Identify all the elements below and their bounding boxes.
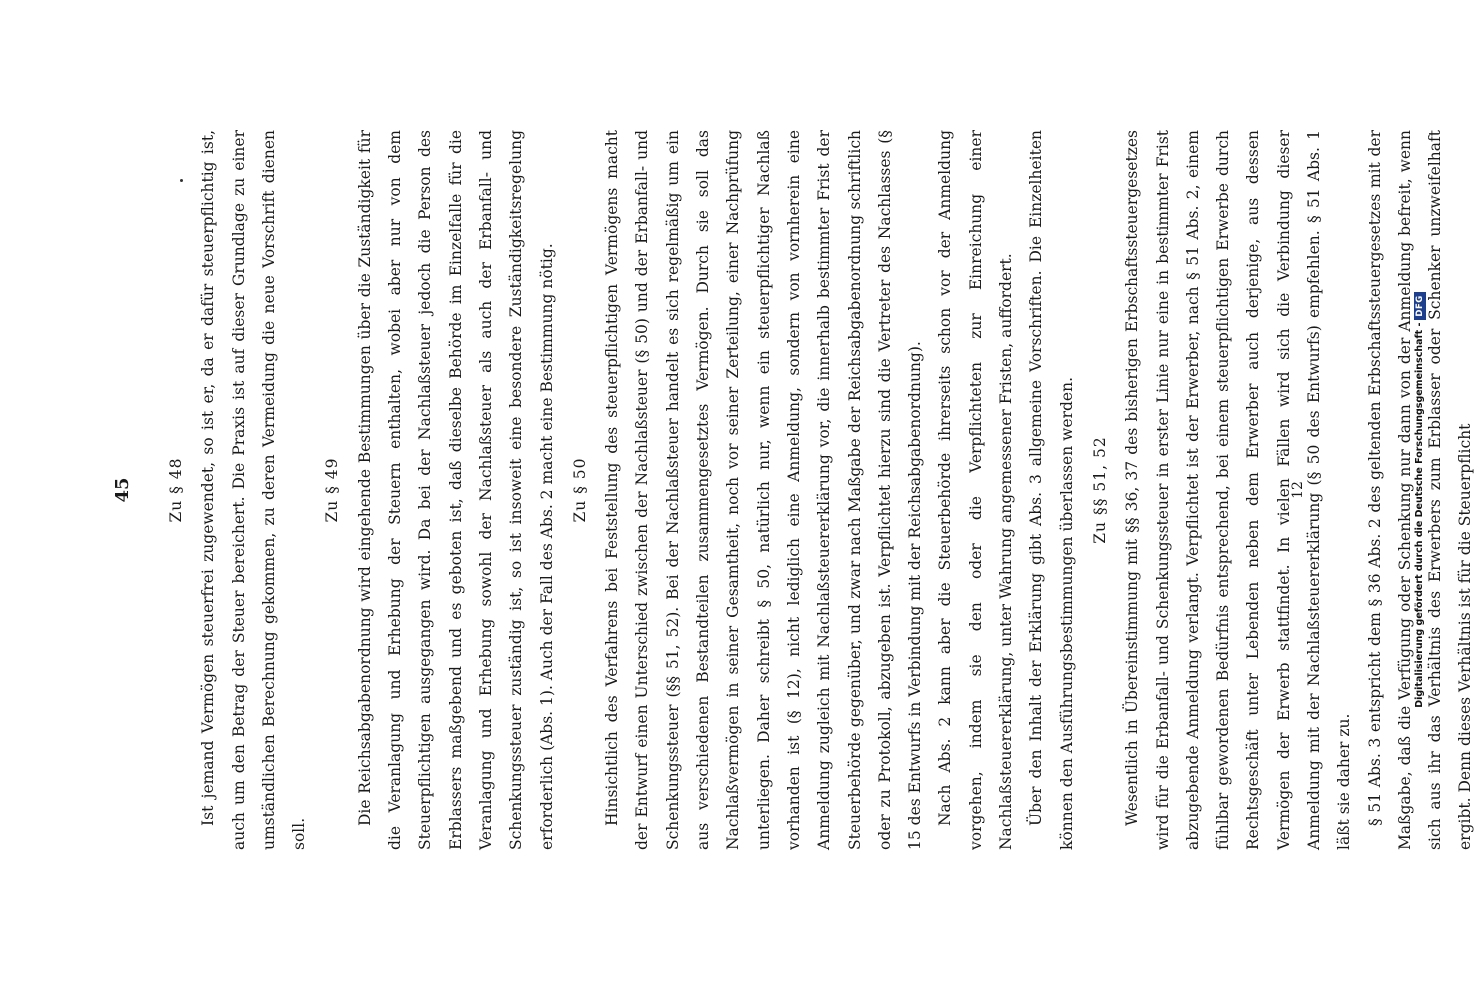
section-heading-48: Zu § 48	[167, 457, 185, 523]
digitization-credit	[1414, 0, 1426, 1000]
page-number: 45	[112, 477, 133, 503]
section-heading-50: Zu § 50	[570, 457, 589, 523]
section-48-paragraph-1: Ist jemand Vermögen steuerfrei zugewendet, so ist er, da er dafür steuerpflichtig ist, auch um den Betrag der Steuer bereichert. Die Praxis ist auf dieser Grundlage zu einer umständlichen Berechnung gekommen, zu deren Vermeidung die neue Vorschrift dienen soll.	[199, 130, 309, 850]
section-heading-51-52: Zu §§ 51, 52	[1090, 436, 1109, 544]
section-50-paragraph-3: Über den Inhalt der Erklärung gibt Abs. 3 allgemeine Vorschriften. Die Einzelheiten können den Ausführungsbestimmungen überlassen werden.	[1027, 130, 1076, 850]
sheet-number: 12	[1290, 481, 1306, 499]
section-51-52-paragraph-2: § 51 Abs. 3 entspricht dem § 36 Abs. 2 des geltenden Erbschaftssteuergesetzes mit der Maßgabe, daß die Verfügung oder Schenkung nur dann von der Anmeldung befreit, wenn sich aus ihr das Verhältnis des Erwerbers zum Erblasser oder Schenker unzweifelhaft ergibt. Denn dieses Verhältnis ist für die Steuerpflicht	[1365, 130, 1475, 850]
section-50-paragraph-2: Nach Abs. 2 kann aber die Steuerbehörde ihrerseits schon vor der Anmeldung vorgehen, indem sie den oder die Verpflichteten zur Einreichung einer Nachlaßsteuererklärung, unter Wahrung angemessener Fristen, auffordert.	[936, 130, 1016, 850]
section-51-52-paragraph-1: Wesentlich in Übereinstimmung mit §§ 36, 37 des bisherigen Erbschaftssteuergesetzes wird für die Erbanfall- und Schenkungssteuer in erster Linie nur eine in bestimmter Frist abzugebende Anmeldung verlangt. Verpflichtet ist der Erwerber, nach § 51 Abs. 2, einem fühlbar gewordenen Bedürfnis entsprechend, bei einem steuerpflichtigen Erwerbe durch Rechtsgeschäft unter Lebenden neben dem Erwerber auch derjenige, aus dessen Vermögen der Erwerb stattfindet. In vielen Fällen wird sich die Verbindung dieser Anmeldung mit der Nachlaßsteuererklärung (§ 50 des Entwurfs) empfehlen. § 51 Abs. 1 läßt sie daher zu.	[1123, 130, 1354, 850]
section-49-paragraph-1: Die Reichsabgabenordnung wird eingehende Bestimmungen über die Zuständigkeit für die Veranlagung und Erhebung der Steuern enthalten, wobei aber nur von dem Steuerpflichtigen ausgegangen wird. Da bei der Nachlaßsteuer jedoch die Person des Erblassers maßgebend und es geboten ist, daß dieselbe Behörde im Einzelfalle für die Veranlagung und Erhebung sowohl der Nachlaßsteuer als auch der Erbanfall- und Schenkungssteuer zuständig ist, so ist insoweit eine besondere Zuständigkeitsregelung erforderlich (Abs. 1). Auch der Fall des Abs. 2 macht eine Bestimmung nötig.	[355, 130, 556, 850]
digitization-credit-text: Digitalisierung gefördert durch die Deutsche Forschungsgemeinschaft -	[1414, 322, 1425, 708]
document-body	[158, 130, 1481, 850]
dfg-logo: DFG	[1414, 292, 1426, 319]
section-heading-49: Zu § 49	[323, 457, 342, 523]
section-50-paragraph-1: Hinsichtlich des Verfahrens bei Feststellung des steuerpflichtigen Vermögens macht der Entwurf einen Unterschied zwischen der Nachlaßsteuer (§ 50) und der Erbanfall- und Schenkungssteuer (§§ 51, 52). Bei der Nachlaßsteuer handelt es sich regelmäßig um ein aus verschiedenen Bestandteilen zusammengesetztes Vermögen. Durch sie soll das Nachlaßvermögen in seiner Gesamtheit, noch vor seiner Zerteilung, einer Nachprüfung unterliegen. Daher schreibt § 50, natürlich nur, wenn ein steuerpflichtiger Nachlaß vorhanden ist (§ 12), nicht lediglich eine Anmeldung, sondern von vornherein eine Anmeldung zugleich mit Nachlaßsteuererklärung vor, die innerhalb bestimmter Frist der Steuerbehörde gegenüber, und zwar nach Maßgabe der Reichsabgabenordnung schriftlich oder zu Protokoll, abzugeben ist. Verpflichtet hierzu sind die Vertreter des Nachlasses (§ 15 des Entwurfs in Verbindung mit der Reichsabgabenordnung).	[603, 130, 925, 850]
